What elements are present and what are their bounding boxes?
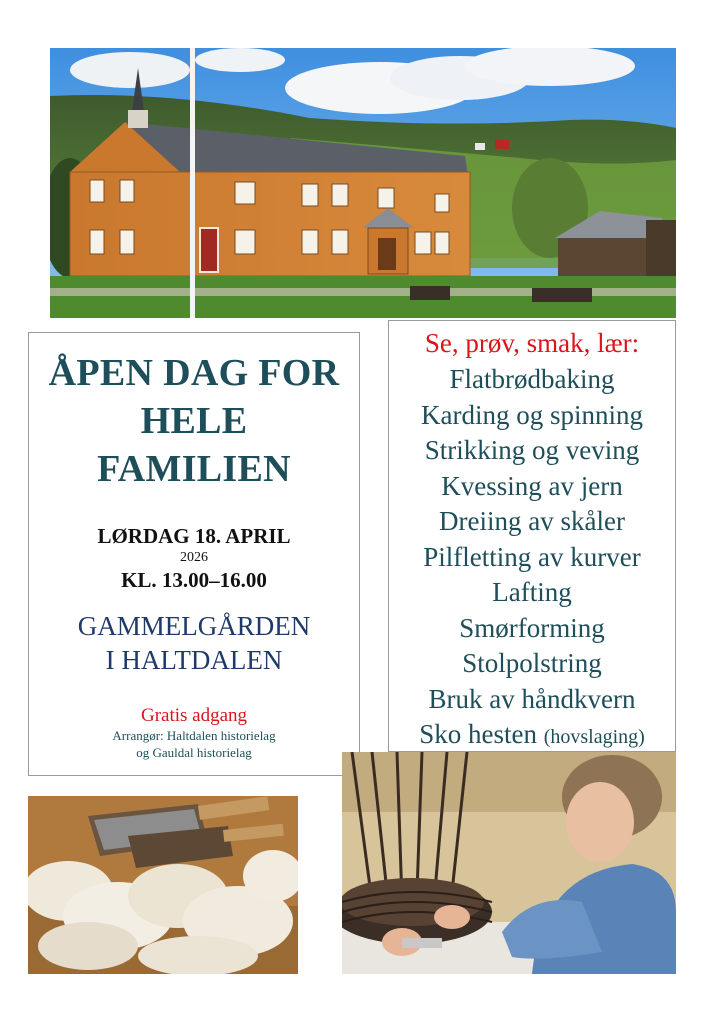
- activities-heading: Se, prøv, smak, lær:: [424, 328, 640, 358]
- title-line-3: FAMILIEN: [97, 448, 291, 490]
- activity-item: Kvessing av jern: [441, 470, 623, 501]
- event-title: [29, 349, 359, 493]
- activity-item: Lafting: [492, 577, 572, 607]
- title-line-2: HELE: [140, 400, 248, 442]
- wool-photo: [28, 796, 298, 974]
- event-info-box: [28, 332, 360, 776]
- activities-box: [388, 320, 676, 752]
- activity-main: Sko hesten: [419, 719, 537, 749]
- farmhouse-photo: [50, 48, 676, 318]
- activity-item: Stolpolstring: [462, 648, 602, 678]
- organizers: [29, 727, 359, 761]
- event-time: KL. 13.00–16.00: [121, 568, 267, 592]
- activity-item: Flatbrødbaking: [449, 364, 615, 394]
- activity-item: Smørforming: [459, 612, 605, 643]
- activity-note: (hovslaging): [543, 726, 645, 748]
- activity-item: Pilfletting av kurver: [423, 541, 641, 572]
- event-location: [29, 609, 359, 677]
- location-line-2: I HALTDALEN: [105, 645, 283, 675]
- basket-weaving-photo: [342, 752, 676, 974]
- organizer-line-2: og Gauldal historielag: [136, 745, 252, 760]
- activity-item-last: [389, 717, 675, 756]
- event-year: 2026: [180, 550, 208, 565]
- activity-item: Karding og spinning: [421, 399, 643, 430]
- organizer-line-1: Arrangør: Haltdalen historielag: [112, 728, 276, 743]
- free-admission: Gratis adgang: [140, 705, 248, 726]
- title-line-1: ÅPEN DAG FOR: [48, 352, 340, 394]
- activity-item: Strikking og veving: [424, 435, 640, 465]
- location-line-1: GAMMELGÅRDEN: [77, 611, 311, 641]
- activity-item: Bruk av håndkvern: [428, 683, 636, 714]
- event-date: LØRDAG 18. APRIL: [97, 524, 291, 548]
- activity-item: Dreiing av skåler: [439, 506, 625, 536]
- activities-list: [389, 362, 675, 756]
